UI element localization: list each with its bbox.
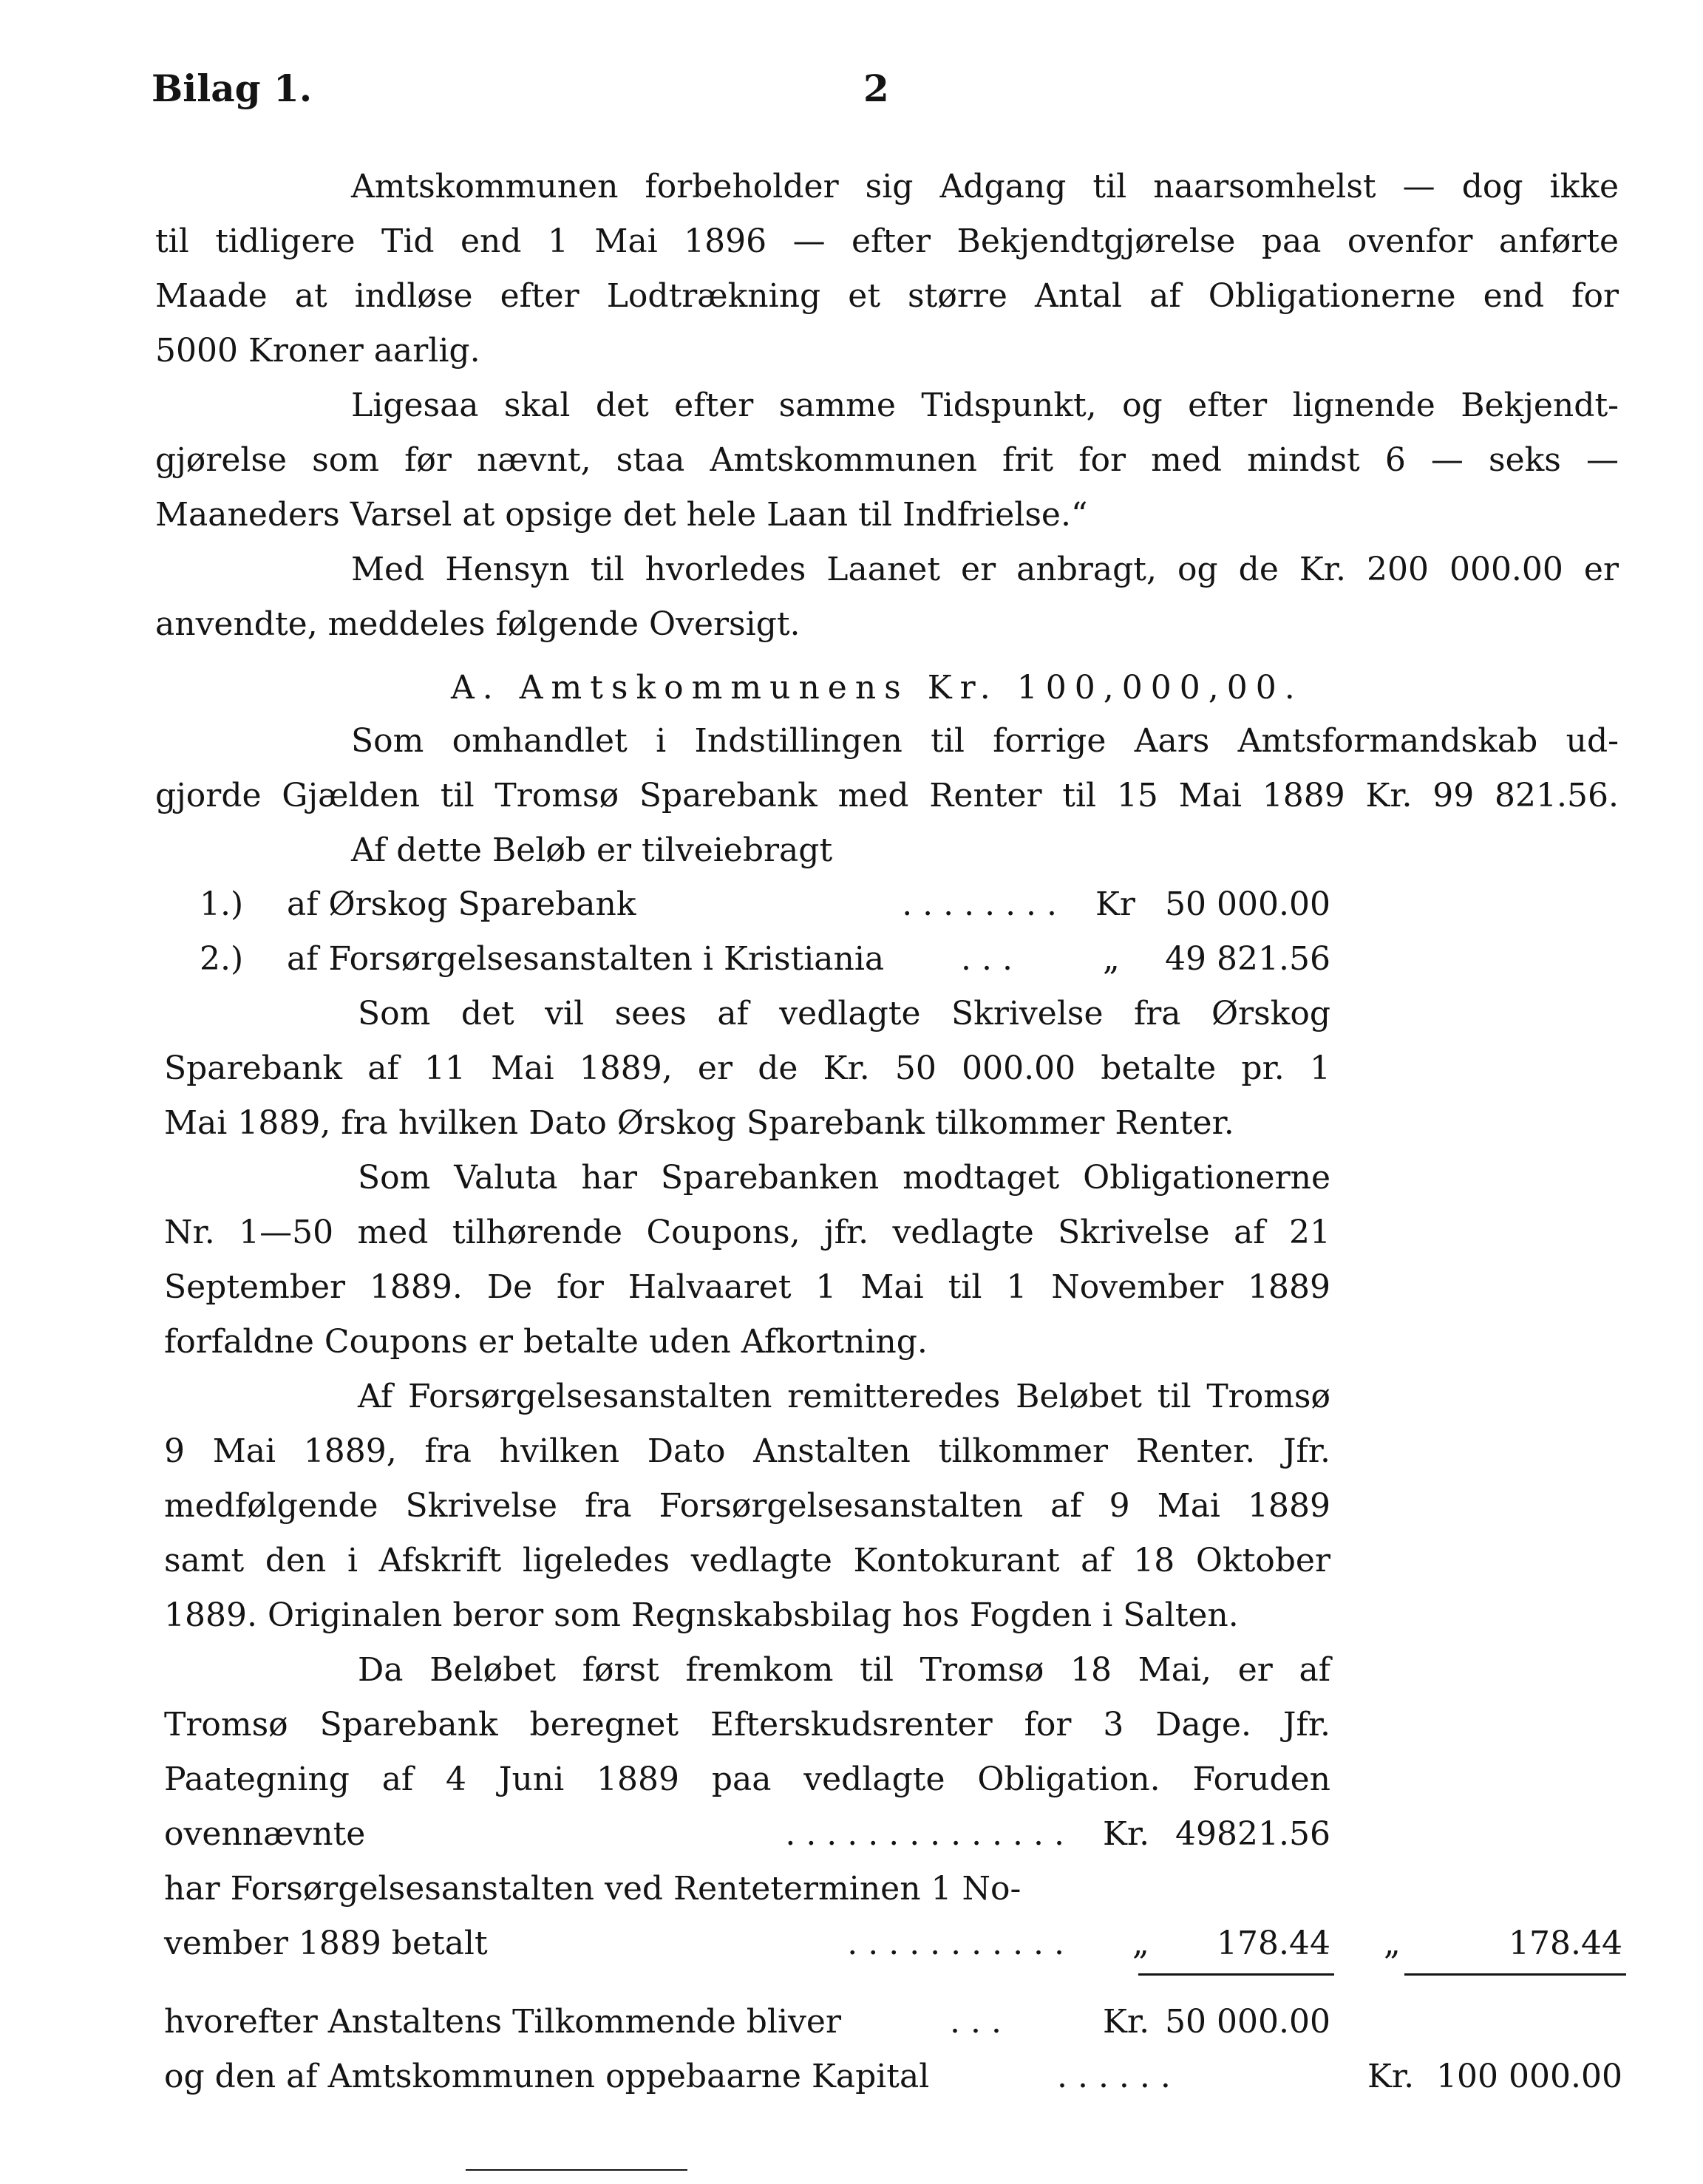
ledger-dots: . . . . . . bbox=[1057, 2058, 1171, 2095]
paragraph-line: Som det vil sees af vedlagte Skrivelse fra Ørskog bbox=[358, 995, 1330, 1033]
bilag-label: Bilag 1. bbox=[152, 67, 313, 110]
paragraph-line: samt den i Afskrift ligeledes vedlagte Kontokurant af 18 Oktober bbox=[164, 1542, 1330, 1579]
section-heading: A. Amtskommunens Kr. 100,000,00. bbox=[451, 669, 1303, 707]
paragraph-line: Som Valuta har Sparebanken modtaget Obligationerne bbox=[358, 1159, 1330, 1197]
ledger-label: vember 1889 betalt bbox=[164, 1925, 488, 1962]
paragraph-line: Af Forsørgelsesanstalten remitteredes Beløbet til Tromsø bbox=[358, 1378, 1330, 1415]
ledger-dots: . . . . . . . . . . . . . . bbox=[785, 1815, 1064, 1853]
paragraph-line: Da Beløbet først fremkom til Tromsø 18 Mai, er af bbox=[358, 1651, 1330, 1689]
paragraph-line: gjorde Gjælden til Tromsø Sparebank med Renter til 15 Mai 1889 Kr. 99 821.56. bbox=[155, 777, 1619, 814]
paragraph-line: medfølgende Skrivelse fra Forsørgelsesanstalten af 9 Mai 1889 bbox=[164, 1487, 1330, 1525]
paragraph-line: Sparebank af 11 Mai 1889, er de Kr. 50 000.00 betalte pr. 1 bbox=[164, 1050, 1330, 1087]
paragraph-line: September 1889. De for Halvaaret 1 Mai til 1 November 1889 bbox=[164, 1268, 1330, 1306]
ledger-amount: 178.44 bbox=[1217, 1925, 1330, 1962]
ledger-amount: 50 000.00 bbox=[1165, 2003, 1330, 2041]
total-currency: Kr. bbox=[1367, 2058, 1415, 2095]
paragraph-line: anvendte, meddeles følgende Oversigt. bbox=[155, 605, 800, 643]
paragraph-line: 1889. Originalen beror som Regnskabsbilag hos Fogden i Salten. bbox=[164, 1596, 1239, 1634]
ledger-label: hvorefter Anstaltens Tilkommende bliver bbox=[164, 2003, 841, 2041]
paragraph-line: 9 Mai 1889, fra hvilken Dato Anstalten tilkommer Renter. Jfr. bbox=[164, 1432, 1330, 1470]
total-currency: „ bbox=[1384, 1925, 1401, 1962]
sum-rule bbox=[1138, 1973, 1334, 1976]
paragraph-line: Ligesaa skal det efter samme Tidspunkt, og efter lignende Bekjendt- bbox=[351, 387, 1619, 424]
ledger-currency: Kr. bbox=[1103, 1815, 1150, 1853]
paragraph-line: Paategning af 4 Juni 1889 paa vedlagte Obligation. Foruden bbox=[164, 1761, 1330, 1798]
paragraph-line: Maaneders Varsel at opsige det hele Laan til Indfrielse.“ bbox=[155, 496, 1088, 534]
item-currency: „ bbox=[1103, 940, 1120, 978]
footer-rule bbox=[466, 2169, 687, 2171]
total-amount: 100 000.00 bbox=[1436, 2058, 1622, 2095]
paragraph-line: gjørelse som før nævnt, staa Amtskommunen frit for med mindst 6 — seks — bbox=[155, 441, 1619, 479]
item-label: af Ørskog Sparebank bbox=[287, 885, 636, 923]
ledger-dots: . . . bbox=[950, 2003, 1002, 2041]
ledger-currency: „ bbox=[1132, 1925, 1149, 1962]
ledger-dots: . . . . . . . . . . . bbox=[847, 1925, 1064, 1962]
paragraph-line: Tromsø Sparebank beregnet Efterskudsrenter for 3 Dage. Jfr. bbox=[164, 1706, 1330, 1744]
paragraph-line: Mai 1889, fra hvilken Dato Ørskog Sparebank tilkommer Renter. bbox=[164, 1104, 1234, 1142]
item-amount: 50 000.00 bbox=[1165, 885, 1330, 923]
page-number: 2 bbox=[863, 67, 889, 110]
paragraph-line: til tidligere Tid end 1 Mai 1896 — efter Bekjendtgjørelse paa ovenfor anførte bbox=[155, 222, 1619, 260]
list-intro: Af dette Beløb er tilveiebragt bbox=[351, 831, 833, 869]
sum-rule bbox=[1404, 1973, 1626, 1976]
item-number: 1.) bbox=[200, 885, 244, 923]
item-number: 2.) bbox=[200, 940, 244, 978]
paragraph-line: Nr. 1—50 med tilhørende Coupons, jfr. vedlagte Skrivelse af 21 bbox=[164, 1214, 1330, 1251]
item-dots: . . . . . . . . bbox=[902, 885, 1057, 923]
paragraph-line: Amtskommunen forbeholder sig Adgang til naarsomhelst — dog ikke bbox=[351, 168, 1619, 205]
item-label: af Forsørgelsesanstalten i Kristiania bbox=[287, 940, 885, 978]
paragraph-line: 5000 Kroner aarlig. bbox=[155, 332, 480, 370]
paragraph-line: Maade at indløse efter Lodtrækning et større Antal af Obligationerne end for bbox=[155, 277, 1619, 315]
total-amount: 178.44 bbox=[1509, 1925, 1622, 1962]
item-currency: Kr bbox=[1095, 885, 1135, 923]
paragraph-line: har Forsørgelsesanstalten ved Renteterminen 1 No- bbox=[164, 1870, 1022, 1908]
ledger-currency: Kr. bbox=[1103, 2003, 1150, 2041]
item-amount: 49 821.56 bbox=[1165, 940, 1330, 978]
ledger-label: ovennævnte bbox=[164, 1815, 366, 1853]
item-dots: . . . bbox=[961, 940, 1013, 978]
paragraph-line: Med Hensyn til hvorledes Laanet er anbragt, og de Kr. 200 000.00 er bbox=[351, 551, 1619, 588]
paragraph-line: forfaldne Coupons er betalte uden Afkortning. bbox=[164, 1323, 928, 1361]
paragraph-line: Som omhandlet i Indstillingen til forrige Aars Amtsformandskab ud- bbox=[351, 722, 1619, 760]
ledger-amount: 49821.56 bbox=[1175, 1815, 1330, 1853]
ledger-label: og den af Amtskommunen oppebaarne Kapital bbox=[164, 2058, 930, 2095]
